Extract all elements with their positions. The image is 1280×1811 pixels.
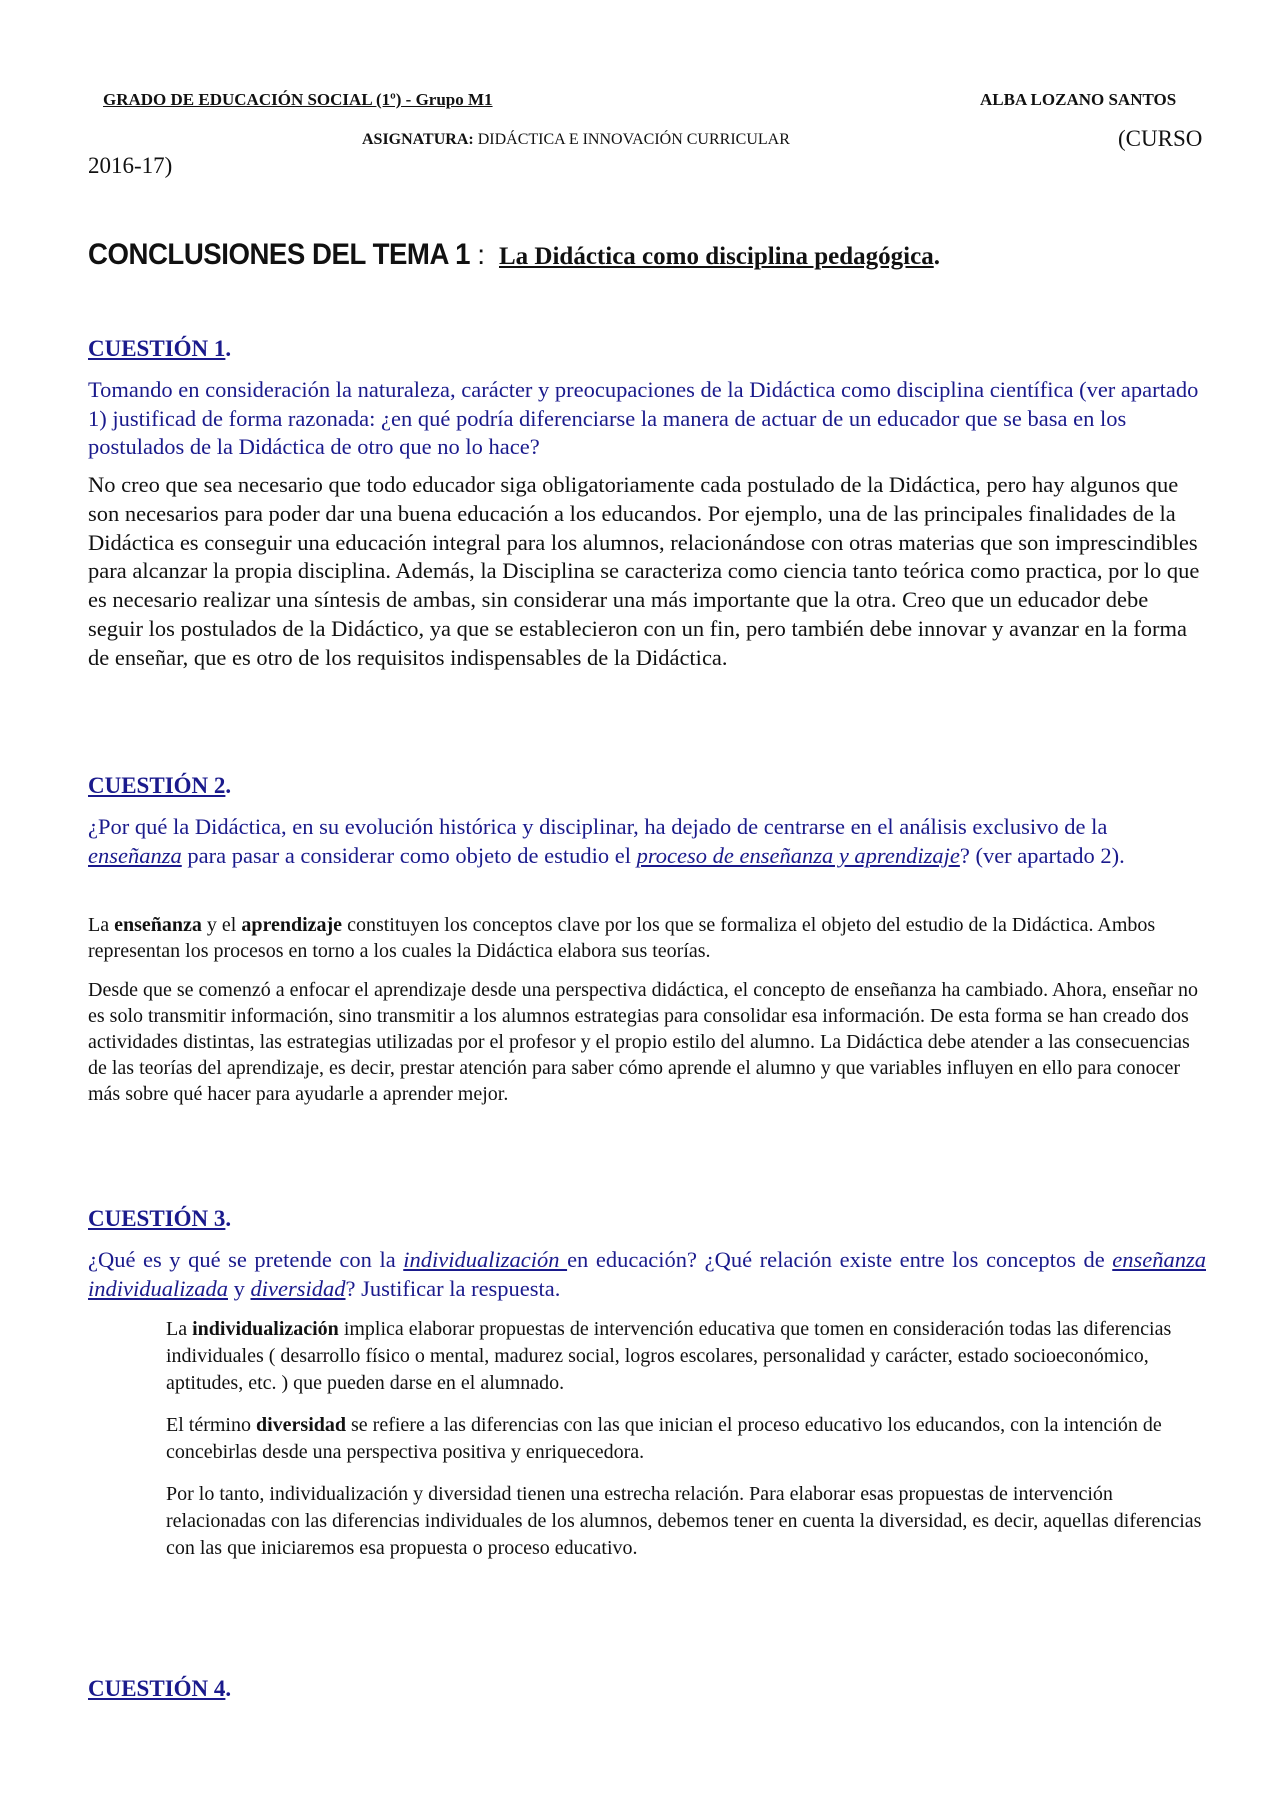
answer-3-paragraph-3: Por lo tanto, individualización y diversidad tienen una estrecha relación. Para elaborar esas propuestas de intervención relacionadas con las diferencias individuales de los alumnos, debemos tener en cuenta la diversidad, es decir, aquellas diferencias con las que iniciaremos esa propuesta o proceso educativo.	[166, 1483, 1202, 1559]
answer-3-p1-pre: La	[166, 1318, 193, 1340]
header-subject	[362, 131, 790, 149]
question-3-part1: ¿Qué es y qué se pretende con la	[88, 1247, 404, 1272]
question-4-heading	[88, 1676, 231, 1702]
title-main: CONCLUSIONES DEL TEMA 1	[88, 238, 471, 271]
question-1-heading	[88, 336, 231, 362]
answer-3-p1-rest: implica elaborar propuestas de intervención educativa que tomen en consideración todas las diferencias individuales ( desarrollo físico o mental, madurez social, logros escolares, personalidad y carácter, estado socioeconómico, aptitudes, etc. ) que pueden darse en el alumnado.	[166, 1318, 1172, 1394]
answer-3-bold-diversidad: diversidad	[255, 1414, 347, 1436]
answer-2-bold-aprendizaje: aprendizaje	[241, 914, 343, 936]
answer-3-bold-individualizacion: individualización	[192, 1318, 339, 1340]
question-4-heading-text: CUESTIÓN 4	[88, 1676, 226, 1701]
question-3-link-individualizacion: individualización	[403, 1247, 568, 1272]
header-author: ALBA LOZANO SANTOS	[980, 90, 1177, 109]
question-3-text	[88, 1246, 1206, 1303]
header-course-open: (CURSO	[1118, 126, 1203, 151]
page-title	[88, 238, 940, 272]
question-2-heading	[88, 773, 231, 799]
question-2-part1: ¿Por qué la Didáctica, en su evolución histórica y disciplinar, ha dejado de centrarse en el análisis exclusivo de la	[88, 814, 1108, 839]
question-2-heading-text: CUESTIÓN 2	[88, 773, 226, 798]
question-3-part2: en educación? ¿Qué relación existe entre los conceptos de	[567, 1247, 1113, 1272]
question-2-part3: ? (ver apartado 2).	[959, 842, 1125, 868]
question-2-heading-dot: .	[225, 773, 232, 798]
answer-2-bold-ensenanza: enseñanza	[114, 914, 202, 936]
question-3-part3: y	[228, 1275, 251, 1301]
question-2-link-ensenanza: enseñanza	[88, 842, 182, 868]
question-4-heading-dot: .	[225, 1676, 232, 1701]
question-2-text	[88, 813, 1206, 870]
question-3-part4: ? Justificar la respuesta.	[345, 1275, 561, 1301]
header-subject-label: ASIGNATURA:	[362, 131, 474, 148]
answer-2-paragraph-1	[88, 912, 1206, 964]
header-subject-value: DIDÁCTICA E INNOVACIÓN CURRICULAR	[473, 131, 790, 148]
question-3-heading-text: CUESTIÓN 3	[88, 1206, 226, 1231]
answer-2-p1-pre: La	[88, 914, 115, 936]
answer-2-paragraph-2: Desde que se comenzó a enfocar el aprendizaje desde una perspectiva didáctica, el concepto de enseñanza ha cambiado. Ahora, enseñar no es solo transmitir información, sino transmitir a los alumnos estrategias para consolidar esa información. De esta forma se han creado dos actividades distintas, las estrategias utilizadas por el profesor y el propio estilo del alumno. La Didáctica debe atender a las consecuencias de las teorías del aprendizaje, es decir, prestar atención para saber cómo aprende el alumno y que variables influyen en ello para conocer más sobre qué hacer para ayudarle a aprender mejor.	[88, 979, 1199, 1105]
question-1-text: Tomando en consideración la naturaleza, carácter y preocupaciones de la Didáctica como disciplina científica (ver apartado 1) justificad de forma razonada: ¿en qué podría diferenciarse la manera de actuar de un educador que se basa en los postulados de la Didáctica de otro que no lo hace?	[88, 377, 1199, 459]
header-degree: GRADO DE EDUCACIÓN SOCIAL (1º) - Grupo M1	[103, 90, 493, 109]
answer-3-paragraph-2	[166, 1412, 1206, 1466]
answer-2-p1-mid: y el	[201, 914, 242, 936]
answer-3-paragraph-1	[166, 1316, 1206, 1397]
question-3-link-ensenanza-individualizada: enseñanza individualizada	[88, 1247, 1206, 1301]
question-3-link-diversidad: diversidad	[250, 1275, 346, 1301]
answer-1	[88, 471, 1206, 673]
question-1-heading-dot: .	[225, 336, 232, 361]
answer-3-p2-rest: se refiere a las diferencias con las que inician el proceso educativo los educandos, con la intención de concebirlas desde una perspectiva positiva y enriquecedora.	[166, 1414, 1162, 1463]
title-dot: .	[933, 243, 940, 270]
answer-3	[166, 1316, 1206, 1562]
question-3-heading	[88, 1206, 231, 1232]
question-1-heading-text: CUESTIÓN 1	[88, 336, 226, 361]
answer-2-p1-rest: constituyen los conceptos clave por los que se formaliza el objeto del estudio de la Didáctica. Ambos representan los procesos en torno a los cuales la Didáctica elabora sus teorías.	[88, 914, 1156, 962]
question-2-link-proceso: proceso de enseñanza y aprendizaje	[636, 842, 960, 868]
title-subtitle: La Didáctica como disciplina pedagógica	[499, 243, 934, 270]
header-course-year: 2016-17)	[88, 153, 173, 178]
title-colon: :	[477, 239, 485, 270]
answer-3-p2-pre: El término	[166, 1414, 256, 1436]
answer-1-paragraph: No creo que sea necesario que todo educador siga obligatoriamente cada postulado de la Didáctica, pero hay algunos que son necesarios para poder dar una buena educación a los educandos. Por ejemplo, una de las principales finalidades de la Didáctica es conseguir una educación integral para los alumnos, relacionándose con otras materias que son imprescindibles para alcanzar la propia disciplina. Además, la Disciplina se caracteriza como ciencia tanto teórica como practica, por lo que es necesario realizar una síntesis de ambas, sin considerar una más importante que la otra. Creo que un educador debe seguir los postulados de la Didáctico, ya que se establecieron con un fin, pero también debe innovar y avanzar en la forma de enseñar, que es otro de los requisitos indispensables de la Didáctica.	[88, 472, 1200, 670]
question-2-part2: para pasar a considerar como objeto de estudio el	[181, 842, 637, 868]
answer-2	[88, 912, 1206, 1107]
question-3-heading-dot: .	[225, 1206, 232, 1231]
